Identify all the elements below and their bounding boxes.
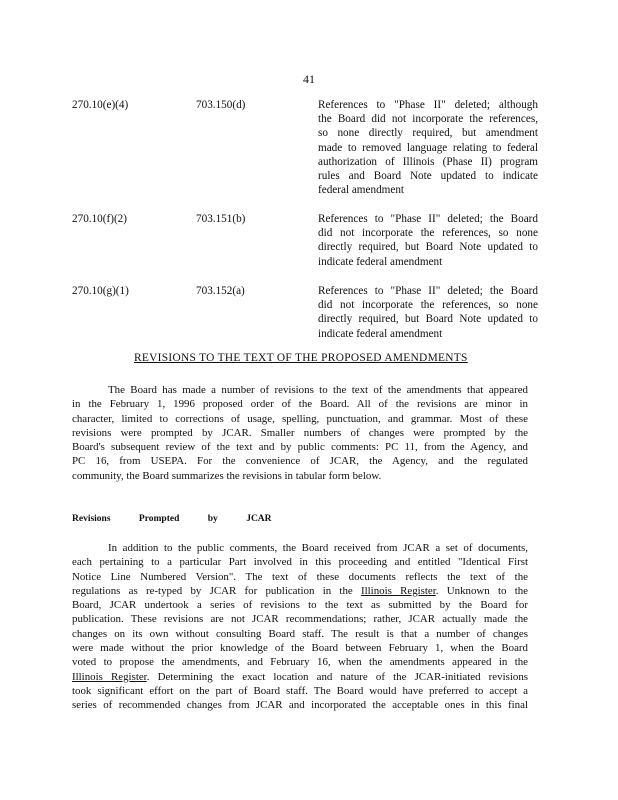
paragraph-line: The Board has made a number of revisions to the text of the amendments that appeared: [108, 384, 528, 396]
paragraph-line: were made without the prior knowledge of the Board between February 1, when the Board: [72, 642, 528, 655]
subheading-word: Prompted: [138, 514, 180, 524]
paragraph-line: changes on its own without consulting Board staff. The result is that a number of changes: [72, 627, 528, 640]
section-citation-40cfr: 270.10(e)(4): [72, 99, 129, 111]
note-line: did not incorporate the references, so none: [318, 299, 538, 312]
publication-title: Illinois Register: [360, 584, 436, 597]
note-line: did not incorporate the references, so none: [318, 227, 538, 240]
note-line: directly required, but Board Note updated to: [318, 241, 538, 254]
paragraph-revisions-intro: [72, 383, 528, 483]
paragraph-line: PC 16, from USEPA. For the convenience of JCAR, the Agency, and the regulated: [72, 455, 528, 468]
note-line: the Board did not incorporate the references,: [318, 113, 538, 126]
paragraph-line: series of recommended changes from JCAR and incorporated the acceptable ones in this final: [72, 699, 528, 712]
paragraph-line: [72, 584, 528, 598]
paragraph-line: each pertaining to a particular Part involved in this proceeding and entitled "Identical First: [72, 556, 528, 569]
section-citation-40cfr: 270.10(g)(1): [72, 285, 129, 297]
note-line: rules and Board Note updated to indicate: [318, 170, 538, 183]
paragraph-line: [72, 670, 528, 684]
paragraph-line: in the February 1, 1996 proposed order of the Board. All of the revisions are minor in: [72, 398, 528, 411]
text-run: . Unknown to the: [435, 584, 528, 597]
paragraph-line: publication. These revisions are not JCAR recommendations; rather, JCAR actually made the: [72, 613, 528, 626]
section-citation-40cfr: 270.10(f)(2): [72, 213, 127, 225]
section-heading: REVISIONS TO THE TEXT OF THE PROPOSED AMENDMENTS: [134, 352, 468, 364]
paragraph-line: character, limited to corrections of usage, spelling, punctuation, and grammar. Most of these: [72, 412, 528, 425]
revision-note: [318, 212, 538, 269]
text-run: regulations as re-typed by JCAR for publication in the: [72, 584, 353, 597]
paragraph-jcar-revisions: [72, 541, 528, 713]
paragraph-line: Notice Line Numbered Version". The text of these documents reflects the text of the: [72, 570, 528, 583]
note-line: References to "Phase II" deleted; the Board: [318, 213, 538, 225]
note-line: indicate federal amendment: [318, 255, 443, 268]
section-citation-illinois: 703.150(d): [196, 99, 246, 111]
note-line: indicate federal amendment: [318, 327, 443, 340]
paragraph-line: voted to propose the amendments, and February 16, when the amendments appeared in the: [72, 656, 528, 669]
publication-title: Illinois Register: [72, 670, 147, 683]
section-citation-illinois: 703.151(b): [196, 213, 246, 225]
page-number: 41: [303, 72, 315, 86]
paragraph-line: revisions were prompted by JCAR. Smaller numbers of changes were prompted by the: [72, 426, 528, 439]
subheading-revisions-prompted-by-jcar: [72, 514, 272, 524]
note-line: made to removed language relating to federal: [318, 141, 538, 154]
section-citation-illinois: 703.152(a): [196, 285, 245, 297]
paragraph-line: took significant effort on the part of Board staff. The Board would have preferred to accept a: [72, 684, 528, 697]
note-line: References to "Phase II" deleted; although: [318, 99, 538, 111]
revision-note: [318, 284, 538, 341]
paragraph-line: Board, JCAR undertook a series of revisions to the text as submitted by the Board for: [72, 599, 528, 612]
paragraph-line: In addition to the public comments, the Board received from JCAR a set of documents,: [108, 542, 528, 554]
note-line: directly required, but Board Note updated to: [318, 313, 538, 326]
text-run: . Determining the exact location and nature of the JCAR-initiated revisions: [146, 670, 528, 683]
note-line: authorization of Illinois (Phase II) program: [318, 155, 538, 168]
note-line: References to "Phase II" deleted; the Board: [318, 285, 538, 297]
paragraph-line: Board's subsequent review of the text and by public comments: PC 11, from the Agency, and: [72, 441, 528, 454]
revision-note: [318, 98, 538, 197]
note-line: federal amendment: [318, 184, 405, 197]
paragraph-line: community, the Board summarizes the revisions in tabular form below.: [72, 469, 382, 482]
subheading-word: JCAR: [246, 514, 272, 524]
subheading-word: by: [207, 514, 218, 524]
subheading-word: Revisions: [72, 514, 111, 524]
note-line: so none directly required, but amendment: [318, 127, 538, 140]
